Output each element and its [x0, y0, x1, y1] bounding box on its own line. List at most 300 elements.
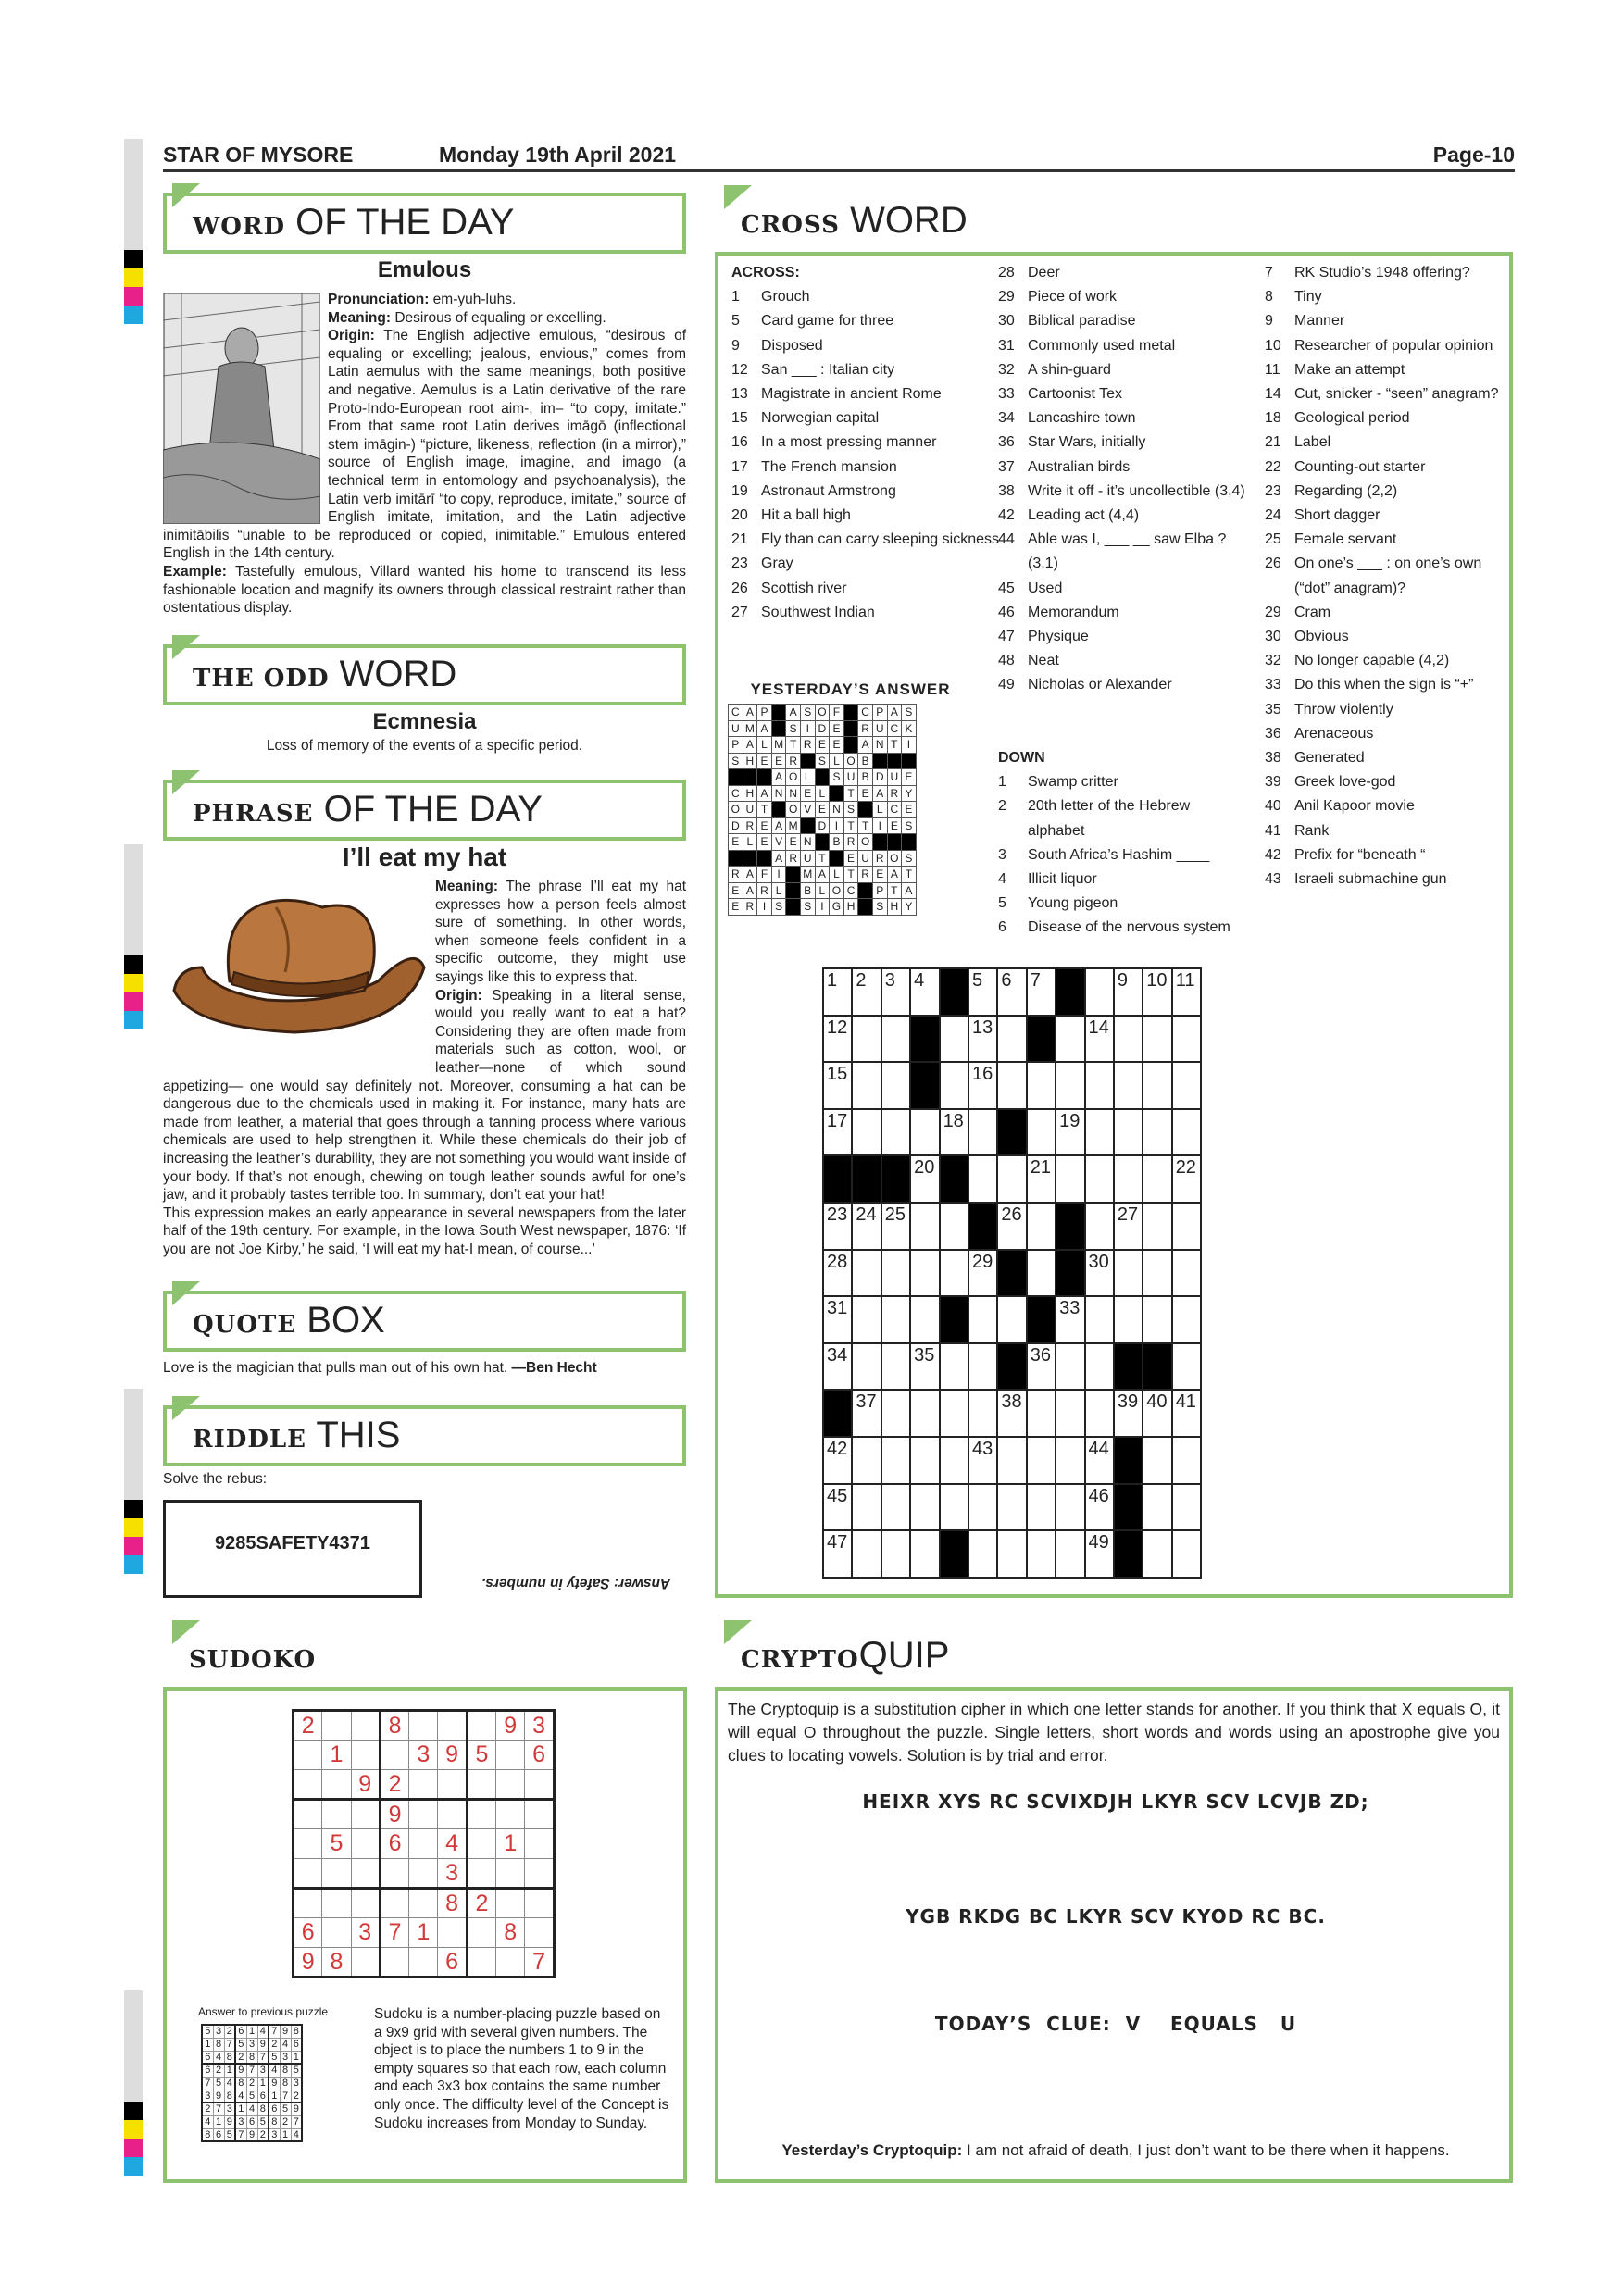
answer-cell: A: [743, 882, 757, 899]
crossword-cell[interactable]: [1027, 1062, 1056, 1109]
clue: 42 Leading act (4,4): [998, 507, 1140, 524]
black-cell: [881, 1155, 910, 1203]
sudoku-cell[interactable]: [525, 1889, 554, 1918]
answer-cell: U: [887, 769, 902, 786]
sudoku-cell[interactable]: 3: [525, 1711, 554, 1741]
sudoku-cell[interactable]: [409, 1770, 438, 1800]
crossword-cell[interactable]: [910, 1155, 939, 1203]
crossword-cell[interactable]: [968, 1530, 997, 1578]
answer-cell: L: [815, 882, 830, 899]
crossword-cell[interactable]: [968, 1296, 997, 1343]
crossword-cell[interactable]: [968, 1109, 997, 1156]
crossword-cell[interactable]: [1027, 1484, 1056, 1531]
crossword-cell[interactable]: [1027, 1390, 1056, 1437]
sudoku-cell[interactable]: [525, 1800, 554, 1829]
sudoku-cell[interactable]: [525, 1859, 554, 1889]
sudoku-cell[interactable]: 8: [496, 1918, 525, 1948]
sudoku-cell[interactable]: [467, 1859, 495, 1889]
sudoku-cell[interactable]: [467, 1829, 495, 1859]
sudoku-cell[interactable]: [496, 1859, 525, 1889]
crossword-cell[interactable]: [823, 1437, 852, 1484]
crossword-cell[interactable]: [1114, 1390, 1143, 1437]
crossword-cell[interactable]: [823, 1250, 852, 1297]
crossword-cell[interactable]: [881, 1203, 910, 1250]
crossword-cell[interactable]: [1056, 1530, 1084, 1578]
crossword-cell[interactable]: [1085, 1155, 1114, 1203]
crossword-cell[interactable]: [1172, 1155, 1201, 1203]
crossword-cell[interactable]: [1027, 1109, 1056, 1156]
yesterday-answer-grid: [728, 704, 917, 916]
crossword-cell[interactable]: [910, 1296, 939, 1343]
answer-cell: E: [729, 899, 743, 916]
crossword-cell[interactable]: [1143, 1484, 1171, 1531]
sudoku-cell[interactable]: 2: [380, 1770, 408, 1800]
cell-number: 3: [884, 970, 895, 991]
sudoku-cell[interactable]: 3: [409, 1741, 438, 1770]
crossword-cell[interactable]: [852, 1203, 881, 1250]
across-clues-col1: [731, 261, 1000, 625]
crossword-cell[interactable]: [1143, 1437, 1171, 1484]
sudoku-cell: 6: [257, 2090, 269, 2103]
sudoku-cell: 6: [213, 2128, 224, 2141]
odd-word-title-box: THE ODD WORD: [163, 644, 686, 705]
crossword-cell[interactable]: [823, 1109, 852, 1156]
crossword-cell[interactable]: [940, 1250, 968, 1297]
sudoku-cell[interactable]: [351, 1859, 380, 1889]
crossword-cell[interactable]: [940, 1062, 968, 1109]
crossword-cell[interactable]: [1172, 1016, 1201, 1063]
answer-cell: R: [858, 867, 873, 883]
answer-cell: S: [902, 705, 917, 721]
sudoku-cell[interactable]: [380, 1741, 408, 1770]
crossword-cell[interactable]: [823, 1343, 852, 1391]
sudoku-cell: 5: [246, 2090, 257, 2103]
crossword-cell[interactable]: [852, 1390, 881, 1437]
crossword-cell[interactable]: [823, 1062, 852, 1109]
crossword-cell[interactable]: [1085, 1250, 1114, 1297]
sudoku-cell[interactable]: [467, 1711, 495, 1741]
crossword-cell[interactable]: [823, 1530, 852, 1578]
crossword-cell[interactable]: [1143, 968, 1171, 1016]
crossword-cell[interactable]: [1143, 1203, 1171, 1250]
crossword-cell[interactable]: [1172, 1530, 1201, 1578]
cryptoquip-clue: TODAY’S CLUE: V EQUALS U: [934, 2013, 1297, 2035]
clue: 44 Able was I, ___ __ saw Elba ? (3,1): [998, 531, 1227, 572]
sudoku-cell[interactable]: [322, 1859, 351, 1889]
crossword-cell[interactable]: [1172, 968, 1201, 1016]
crossword-cell[interactable]: [852, 1250, 881, 1297]
sudoku-cell[interactable]: [409, 1889, 438, 1918]
sudoku-cell[interactable]: [525, 1829, 554, 1859]
sudoku-cell[interactable]: 6: [525, 1741, 554, 1770]
crossword-cell[interactable]: [1143, 1250, 1171, 1297]
crossword-cell[interactable]: [1143, 1016, 1171, 1063]
word-of-day-word: Emulous: [377, 257, 472, 282]
clue: 29 Cram: [1265, 604, 1331, 620]
sudoku-cell[interactable]: [294, 1741, 322, 1770]
sudoku-cell[interactable]: [322, 1889, 351, 1918]
crossword-cell[interactable]: [852, 1016, 881, 1063]
crossword-cell[interactable]: [1056, 1296, 1084, 1343]
sudoku-cell[interactable]: [294, 1829, 322, 1859]
cell-number: 27: [1117, 1204, 1139, 1225]
crossword-cell[interactable]: [1085, 968, 1114, 1016]
crossword-cell[interactable]: [1056, 1016, 1084, 1063]
sudoku-cell[interactable]: 5: [322, 1829, 351, 1859]
crossword-cell[interactable]: [997, 1390, 1026, 1437]
answer-cell: L: [830, 867, 844, 883]
crossword-cell[interactable]: [1172, 1343, 1201, 1391]
crossword-cell[interactable]: [1027, 1203, 1056, 1250]
sudoku-cell: 8: [269, 2115, 280, 2128]
crossword-cell[interactable]: [968, 1343, 997, 1391]
sudoku-cell[interactable]: [438, 1770, 467, 1800]
sudoku-cell[interactable]: 8: [438, 1889, 467, 1918]
crossword-cell[interactable]: [881, 1437, 910, 1484]
crossword-cell[interactable]: [823, 1016, 852, 1063]
crossword-cell[interactable]: [910, 1437, 939, 1484]
crossword-cell[interactable]: [997, 1484, 1026, 1531]
crossword-cell[interactable]: [968, 1390, 997, 1437]
sudoku-cell[interactable]: [322, 1711, 351, 1741]
sudoku-cell[interactable]: [409, 1859, 438, 1889]
sudoku-answer-label: Answer to previous puzzle: [198, 2005, 329, 2018]
sudoku-cell: 6: [235, 2025, 246, 2038]
sudoku-cell[interactable]: [322, 1770, 351, 1800]
sudoku-cell[interactable]: [409, 1800, 438, 1829]
crossword-cell[interactable]: [1172, 1062, 1201, 1109]
crossword-cell[interactable]: [968, 968, 997, 1016]
crossword-cell[interactable]: [1143, 1109, 1171, 1156]
crossword-cell[interactable]: [1085, 1390, 1114, 1437]
crossword-cell[interactable]: [940, 1343, 968, 1391]
sudoku-cell[interactable]: [496, 1889, 525, 1918]
answer-cell: H: [743, 785, 757, 802]
sudoku-cell[interactable]: 8: [322, 1948, 351, 1978]
crossword-cell[interactable]: [1056, 1062, 1084, 1109]
crossword-title-box: CROSS WORD: [715, 194, 1513, 256]
sudoku-cell[interactable]: [409, 1948, 438, 1978]
crossword-cell[interactable]: [910, 1203, 939, 1250]
sudoku-cell: 5: [235, 2038, 246, 2051]
sudoku-cell[interactable]: [294, 1800, 322, 1829]
crossword-cell[interactable]: [1027, 1437, 1056, 1484]
crossword-cell[interactable]: [1143, 1390, 1171, 1437]
crossword-cell[interactable]: [1172, 1296, 1201, 1343]
page-header: [163, 137, 1515, 172]
sudoku-cell[interactable]: [467, 1918, 495, 1948]
black-cell: [1114, 1437, 1143, 1484]
crossword-cell[interactable]: [852, 1109, 881, 1156]
sudoku-cell[interactable]: [409, 1829, 438, 1859]
cell-number: 6: [1001, 970, 1012, 991]
sudoku-cell[interactable]: [294, 1889, 322, 1918]
sudoku-cell[interactable]: [322, 1918, 351, 1948]
answer-cell: T: [902, 867, 917, 883]
sudoku-cell[interactable]: 9: [438, 1741, 467, 1770]
sudoku-cell: 2: [269, 2038, 280, 2051]
sudoku-cell[interactable]: [294, 1770, 322, 1800]
sudoku-cell[interactable]: 8: [380, 1711, 408, 1741]
crossword-cell[interactable]: [1172, 1390, 1201, 1437]
crossword-cell[interactable]: [997, 968, 1026, 1016]
crossword-cell[interactable]: [968, 1437, 997, 1484]
crossword-cell[interactable]: [1056, 1155, 1084, 1203]
crossword-cell[interactable]: [910, 1390, 939, 1437]
sudoku-cell[interactable]: [380, 1889, 408, 1918]
black-cell: [997, 1343, 1026, 1391]
answer-cell: E: [757, 817, 772, 834]
crossword-cell[interactable]: [1114, 1062, 1143, 1109]
crossword-cell[interactable]: [940, 1390, 968, 1437]
sudoku-cell: 9: [235, 2064, 246, 2077]
clue: 24 Short dagger: [1265, 507, 1380, 524]
crossword-cell[interactable]: [1027, 1530, 1056, 1578]
answer-cell: E: [757, 753, 772, 769]
crossword-cell[interactable]: [968, 1155, 997, 1203]
sudoku-cell[interactable]: [496, 1741, 525, 1770]
sudoku-cell[interactable]: [409, 1711, 438, 1741]
crossword-cell[interactable]: [881, 1250, 910, 1297]
sudoku-cell[interactable]: [525, 1770, 554, 1800]
crossword-cell[interactable]: [1114, 1250, 1143, 1297]
crossword-cell[interactable]: [852, 1296, 881, 1343]
crossword-cell[interactable]: [940, 1484, 968, 1531]
crossword-cell[interactable]: [940, 1437, 968, 1484]
sudoku-cell: 9: [291, 2103, 302, 2115]
crossword-cell[interactable]: [1056, 1109, 1084, 1156]
answer-cell: R: [757, 882, 772, 899]
crossword-cell[interactable]: [910, 1484, 939, 1531]
sudoku-cell[interactable]: [496, 1800, 525, 1829]
sudoku-cell: 3: [202, 2090, 213, 2103]
crossword-cell[interactable]: [823, 1484, 852, 1531]
crossword-cell[interactable]: [1143, 1062, 1171, 1109]
black-cell: [940, 1155, 968, 1203]
crossword-cell[interactable]: [968, 1062, 997, 1109]
crossword-cell[interactable]: [852, 1484, 881, 1531]
answer-cell: B: [830, 834, 844, 851]
sudoku-cell[interactable]: 4: [438, 1829, 467, 1859]
crossword-cell[interactable]: [881, 1296, 910, 1343]
cell-number: 47: [827, 1532, 848, 1554]
sudoku-cell[interactable]: 2: [467, 1889, 495, 1918]
sudoku-cell[interactable]: 1: [496, 1829, 525, 1859]
sudoku-cell[interactable]: [294, 1859, 322, 1889]
sudoku-cell[interactable]: [438, 1711, 467, 1741]
sudoku-cell[interactable]: [351, 1741, 380, 1770]
crossword-cell[interactable]: [852, 1343, 881, 1391]
clue: 14 Cut, snicker - “seen” anagram?: [1265, 386, 1499, 403]
crossword-cell[interactable]: [1143, 1155, 1171, 1203]
crossword-cell[interactable]: [1114, 1016, 1143, 1063]
cell-number: 40: [1146, 1391, 1168, 1413]
crossword-cell[interactable]: [881, 1390, 910, 1437]
sudoku-cell[interactable]: 9: [380, 1800, 408, 1829]
crossword-cell[interactable]: [968, 1016, 997, 1063]
sudoku-cell[interactable]: 5: [467, 1741, 495, 1770]
crossword-cell[interactable]: [1056, 1484, 1084, 1531]
sudoku-answer-grid: [201, 2024, 303, 2142]
sudoku-cell[interactable]: [496, 1948, 525, 1978]
sudoku-cell[interactable]: [438, 1918, 467, 1948]
clue: 17 The French mansion: [731, 458, 897, 475]
crossword-cell[interactable]: [997, 1296, 1026, 1343]
crossword-cell[interactable]: [1114, 1109, 1143, 1156]
crossword-cell[interactable]: [1143, 1296, 1171, 1343]
crossword-cell[interactable]: [881, 1484, 910, 1531]
sudoku-cell[interactable]: 3: [351, 1918, 380, 1948]
sudoku-cell[interactable]: [351, 1829, 380, 1859]
crossword-cell[interactable]: [997, 1155, 1026, 1203]
crossword-cell[interactable]: [1085, 1484, 1114, 1531]
sudoku-cell[interactable]: [380, 1859, 408, 1889]
crossword-cell[interactable]: [823, 1296, 852, 1343]
crossword-cell[interactable]: [968, 1484, 997, 1531]
crossword-cell[interactable]: [910, 1109, 939, 1156]
crossword-cell[interactable]: [1085, 1530, 1114, 1578]
clue: 19 Astronaut Armstrong: [731, 482, 896, 499]
sudoku-cell[interactable]: 6: [380, 1829, 408, 1859]
crossword-cell[interactable]: [1085, 1203, 1114, 1250]
sudoku-cell[interactable]: [467, 1770, 495, 1800]
crossword-cell[interactable]: [1143, 1530, 1171, 1578]
crossword-cell[interactable]: [823, 1203, 852, 1250]
sudoku-cell[interactable]: [322, 1800, 351, 1829]
crossword-cell[interactable]: [1085, 1109, 1114, 1156]
crossword-cell[interactable]: [1114, 1203, 1143, 1250]
crossword-cell[interactable]: [1085, 1437, 1114, 1484]
crossword-cell[interactable]: [1056, 1390, 1084, 1437]
answer-cell: [830, 785, 844, 802]
clue: 43 Israeli submachine gun: [1265, 871, 1447, 888]
crossword-cell[interactable]: [997, 1062, 1026, 1109]
crossword-cell[interactable]: [997, 1530, 1026, 1578]
cell-number: 12: [827, 1017, 848, 1038]
crossword-cell[interactable]: [997, 1203, 1026, 1250]
crossword-cell[interactable]: [1085, 1016, 1114, 1063]
sudoku-cell[interactable]: [351, 1800, 380, 1829]
sudoku-cell[interactable]: 7: [380, 1918, 408, 1948]
crossword-grid: [822, 967, 1202, 1578]
crossword-cell[interactable]: [1172, 1437, 1201, 1484]
crossword-cell[interactable]: [940, 1016, 968, 1063]
crossword-cell[interactable]: [1114, 1155, 1143, 1203]
crossword-cell[interactable]: [852, 1530, 881, 1578]
sudoku-cell[interactable]: 6: [294, 1918, 322, 1948]
sudoku-cell[interactable]: [351, 1711, 380, 1741]
crossword-cell[interactable]: [997, 1437, 1026, 1484]
sudoku-cell[interactable]: [438, 1800, 467, 1829]
sudoku-cell[interactable]: 1: [322, 1741, 351, 1770]
sudoku-cell[interactable]: 9: [496, 1711, 525, 1741]
crossword-cell[interactable]: [1027, 968, 1056, 1016]
answer-cell: I: [757, 899, 772, 916]
crossword-cell[interactable]: [1114, 1296, 1143, 1343]
answer-cell: S: [902, 850, 917, 867]
clue: 48 Neat: [998, 653, 1059, 669]
riddle-answer: Answer: Safety in numbers.: [481, 1575, 671, 1591]
crossword-cell[interactable]: [940, 1203, 968, 1250]
sudoku-cell[interactable]: [351, 1889, 380, 1918]
sudoku-cell: 9: [280, 2025, 291, 2038]
answer-cell: [887, 834, 902, 851]
crossword-cell[interactable]: [1056, 1343, 1084, 1391]
crossword-cell[interactable]: [881, 1062, 910, 1109]
answer-cell: [872, 834, 887, 851]
down-clues-col1: [998, 746, 1246, 941]
sudoku-cell[interactable]: 3: [438, 1859, 467, 1889]
sudoku-cell[interactable]: [525, 1918, 554, 1948]
cell-number: 13: [971, 1017, 993, 1038]
crossword-cell[interactable]: [881, 1109, 910, 1156]
sudoku-cell[interactable]: 9: [351, 1770, 380, 1800]
sudoku-cell[interactable]: 1: [409, 1918, 438, 1948]
sudoku-cell[interactable]: [380, 1948, 408, 1978]
sudoku-cell: 7: [213, 2103, 224, 2115]
crossword-cell[interactable]: [1172, 1203, 1201, 1250]
sudoku-cell[interactable]: 2: [294, 1711, 322, 1741]
answer-cell: E: [729, 882, 743, 899]
crossword-cell[interactable]: [910, 1343, 939, 1391]
crossword-cell[interactable]: [910, 1530, 939, 1578]
crossword-cell[interactable]: [1027, 1155, 1056, 1203]
crossword-cell[interactable]: [823, 968, 852, 1016]
crossword-cell[interactable]: [1085, 1296, 1114, 1343]
crossword-cell[interactable]: [1085, 1062, 1114, 1109]
crossword-cell[interactable]: [881, 968, 910, 1016]
crossword-cell[interactable]: [968, 1250, 997, 1297]
sudoku-cell[interactable]: 9: [294, 1948, 322, 1978]
cell-number: 11: [1175, 970, 1195, 991]
sudoku-cell[interactable]: [467, 1800, 495, 1829]
crossword-cell[interactable]: [1085, 1343, 1114, 1391]
crossword-cell[interactable]: [1114, 968, 1143, 1016]
sudoku-cell: 7: [224, 2038, 235, 2051]
sudoku-cell[interactable]: 6: [438, 1948, 467, 1978]
sudoku-cell[interactable]: [496, 1770, 525, 1800]
crossword-cell[interactable]: [881, 1343, 910, 1391]
answer-cell: P: [729, 737, 743, 754]
crossword-cell[interactable]: [1172, 1484, 1201, 1531]
answer-cell: S: [800, 705, 815, 721]
crossword-cell[interactable]: [1056, 1437, 1084, 1484]
crossword-cell[interactable]: [910, 968, 939, 1016]
crossword-cell[interactable]: [1027, 1250, 1056, 1297]
crossword-cell[interactable]: [852, 968, 881, 1016]
sudoku-cell: 6: [202, 2051, 213, 2064]
answer-cell: A: [771, 817, 786, 834]
crossword-cell[interactable]: [881, 1530, 910, 1578]
crossword-cell[interactable]: [852, 1062, 881, 1109]
crossword-cell[interactable]: [1172, 1250, 1201, 1297]
crossword-cell[interactable]: [910, 1250, 939, 1297]
crossword-cell[interactable]: [940, 1109, 968, 1156]
crossword-cell[interactable]: [852, 1437, 881, 1484]
crossword-cell[interactable]: [1172, 1109, 1201, 1156]
sudoku-cell[interactable]: [351, 1948, 380, 1978]
sudoku-cell[interactable]: [467, 1948, 495, 1978]
clue: 3 South Africa’s Hashim ____: [998, 846, 1210, 863]
sudoku-cell[interactable]: 7: [525, 1948, 554, 1978]
crossword-cell[interactable]: [997, 1016, 1026, 1063]
crossword-cell[interactable]: [1027, 1343, 1056, 1391]
answer-cell: P: [872, 882, 887, 899]
sudoku-cell: 4: [246, 2103, 257, 2115]
crossword-cell[interactable]: [881, 1016, 910, 1063]
answer-cell: L: [757, 737, 772, 754]
answer-cell: O: [786, 802, 801, 818]
